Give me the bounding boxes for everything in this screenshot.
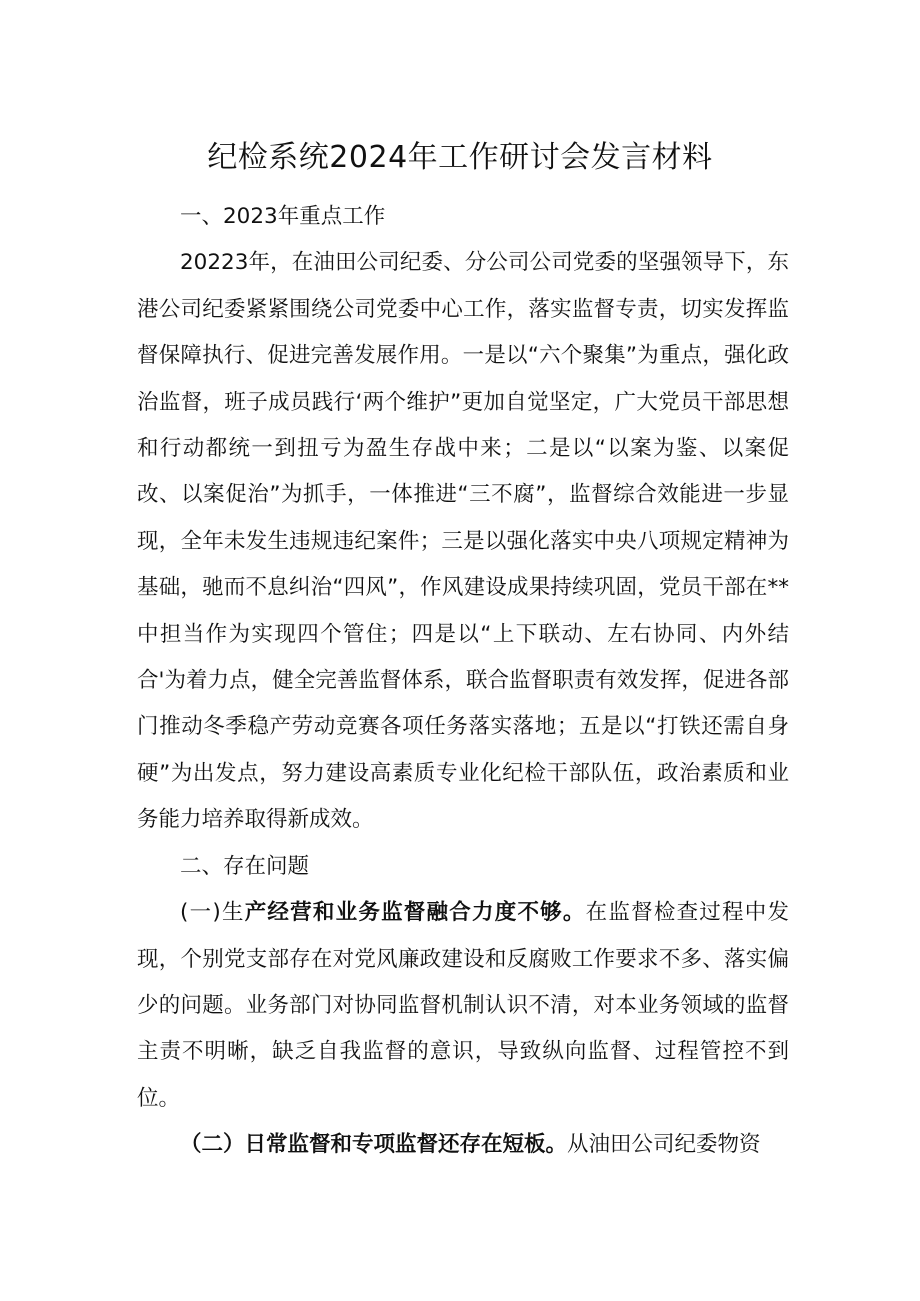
item1-prefix: (一)生: [180, 900, 245, 926]
section1-paragraph: 20223年，在油田公司纪委、分公司公司党委的坚强领导下，东港公司纪委紧紧围绕公司党委中心工作，落实监督专责，切实发挥监督保障执行、促进完善发展作用。一是以“六个聚集”为重点，强化政治监督，班子成员践行‘两个维护”更加自觉坚定，广大党员干部思想和行动都统一到扭亏为盈生存战中来；二是以“以案为鉴、以案促改、以案促治”为抓手，一体推进“三不腐”，监督综合效能进一步显现，全年未发生违规违纪案件；三是以强化落实中央八项规定精神为基础，驰而不息纠治“四风”，作风建设成果持续巩固，党员干部在**中担当作为实现四个管住；四是以“上下联动、左右协同、内外结合'为着力点，健全完善监督体系，联合监督职责有效发挥，促进各部门推动冬季稳产劳动竞赛各项任务落实落地；五是以“打铁还需自身硬”为出发点，努力建设高素质专业化纪检干部队伍，政治素质和业务能力培养取得新成效。: [137, 250, 789, 833]
section2-heading: 二、存在问题: [180, 853, 310, 879]
item1-paragraph: [137, 890, 789, 1122]
section1-heading: 一、2023年重点工作: [180, 204, 386, 229]
document-title: 纪检系统2024年工作研讨会发言材料: [207, 140, 713, 175]
item1-text: 在监督检查过程中发现，个别党支部存在对党风廉政建设和反腐败工作要求不多、落实偏少的问题。业务部门对协同监督机制认识不清，对本业务领域的监督主责不明晰，缺乏自我监督的意识，导致纵向监督、过程管控不到位。: [137, 900, 789, 1111]
item1-heading: 产经营和业务监督融合力度不够。: [244, 900, 586, 926]
document-body: [137, 194, 789, 1169]
item2-text: 从油田公司纪委物资: [567, 1132, 761, 1158]
item2-heading: （二）日常监督和专项监督还存在短板。: [180, 1132, 568, 1158]
item2-paragraph: [137, 1122, 789, 1168]
